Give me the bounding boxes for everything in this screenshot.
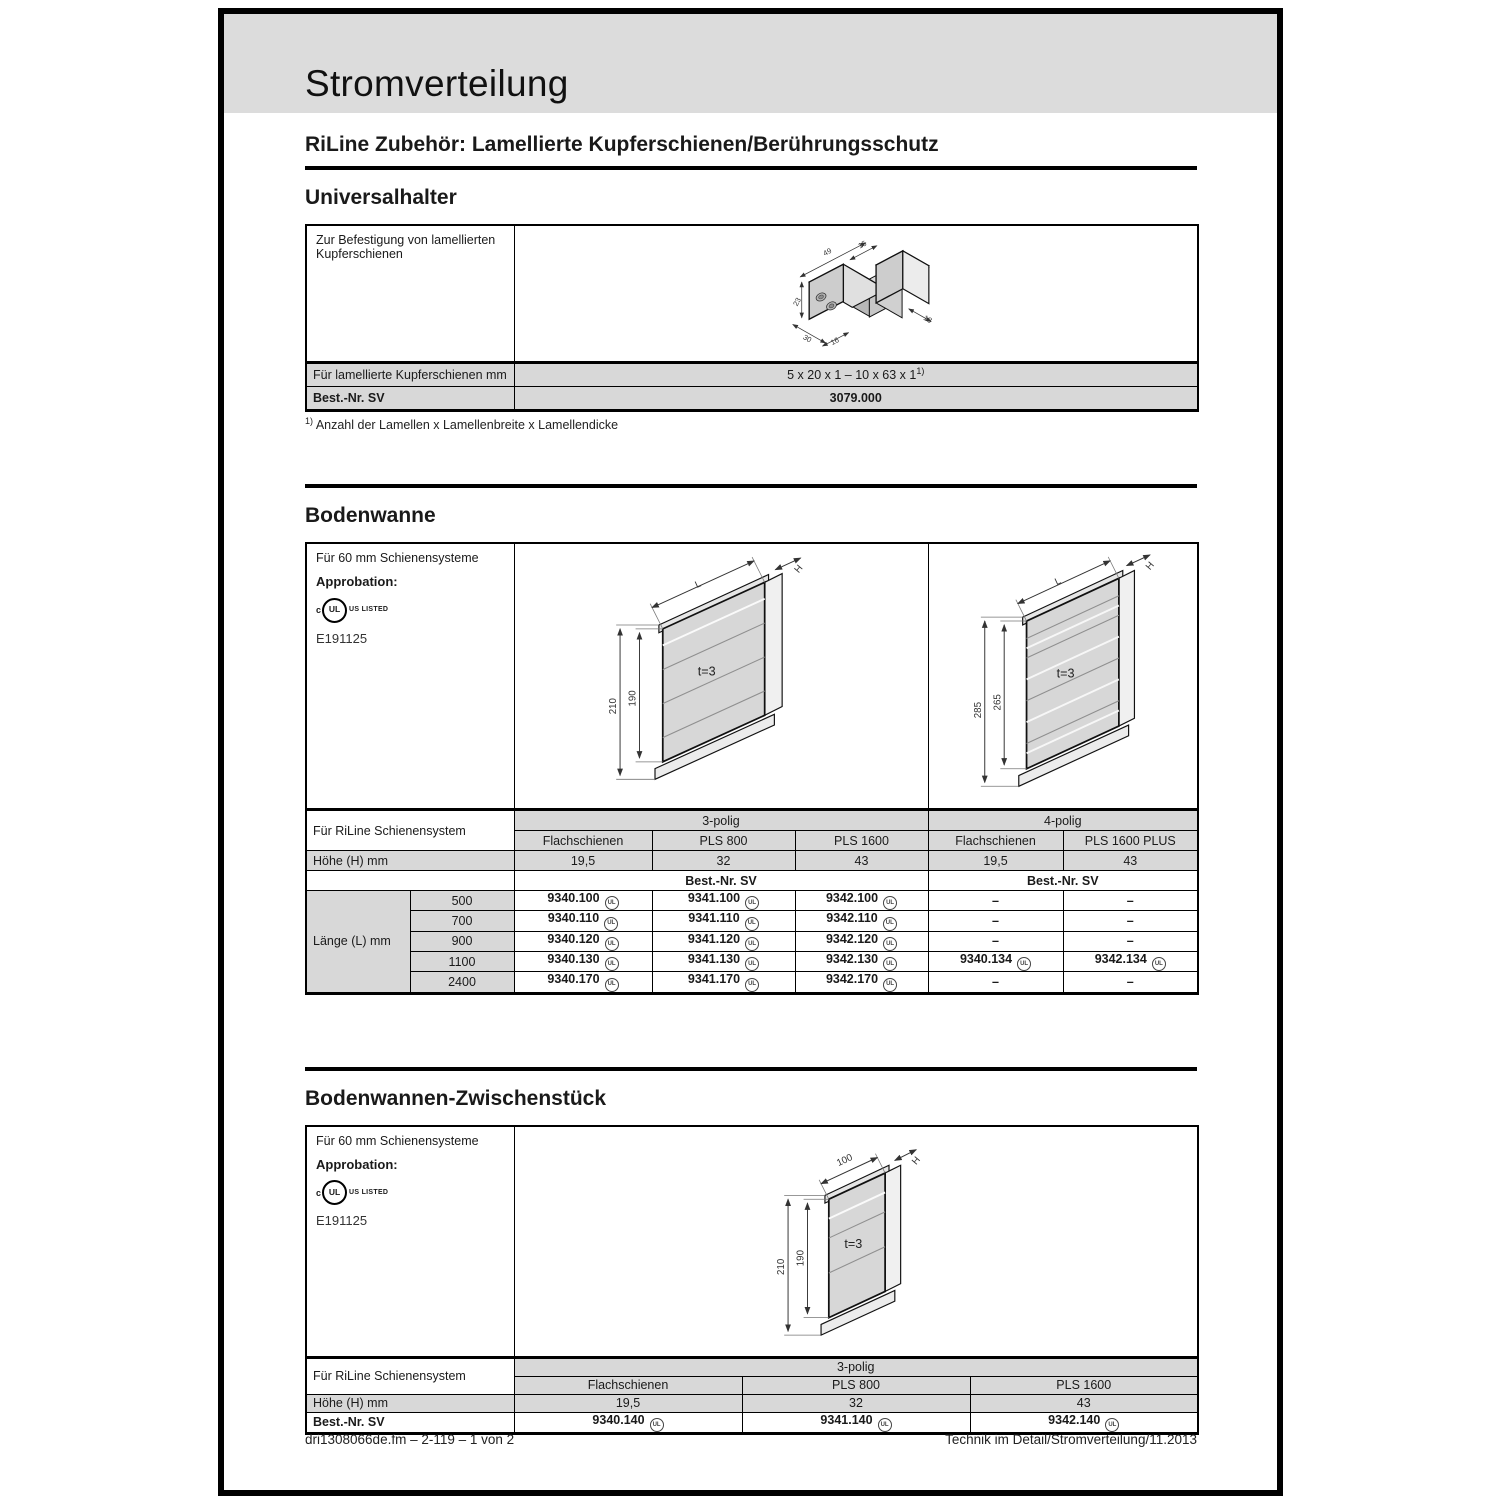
dim-label: L [693, 578, 703, 591]
part-number-cell [652, 931, 795, 951]
bodenwanne-3polig-drawing-cell [514, 543, 928, 810]
value-text: 5 x 20 x 1 – 10 x 63 x 1 [787, 368, 917, 382]
ul-listed-icon: UL [745, 937, 759, 951]
zwischenstueck-drawing-cell [514, 1126, 1198, 1358]
dim-label: 190 [627, 690, 639, 707]
part-number-cell [795, 952, 928, 972]
part-number-cell [1063, 891, 1198, 911]
approbation-cell [306, 1126, 514, 1358]
height-value-cell: 32 [742, 1394, 970, 1412]
length-label-cell: Länge (L) mm [306, 891, 410, 994]
dim-label: 100 [834, 1151, 855, 1169]
bodenwanne-4polig-drawing [934, 553, 1192, 796]
section-rule [305, 1067, 1197, 1071]
table-row [306, 851, 1198, 871]
length-value-cell: 700 [410, 911, 514, 931]
page-content [305, 133, 1197, 1435]
footnote-ref: 1) [916, 365, 925, 376]
value-cell [514, 363, 1198, 387]
table-row [306, 1126, 1198, 1358]
height-value-cell: 32 [652, 851, 795, 871]
ul-listed-icon: UL [605, 957, 619, 971]
bodenwanne-table [305, 542, 1199, 995]
part-number-cell [970, 1412, 1198, 1433]
part-number: 9341.170 [687, 972, 741, 987]
dim-label: 16 [828, 334, 841, 347]
dim-label: 285 [972, 702, 984, 719]
part-number: 9340.140 [592, 1412, 645, 1427]
group-header-cell: 3-polig [514, 1357, 1198, 1376]
height-label-cell: Höhe (H) mm [306, 1394, 514, 1412]
column-header-cell: Flachschienen [928, 831, 1063, 851]
ul-file-number: E191125 [316, 630, 368, 646]
table-row [306, 387, 1198, 411]
part-number-cell [795, 931, 928, 951]
height-value-cell: 19,5 [514, 851, 652, 871]
table-row [306, 952, 1198, 972]
part-number: 9341.120 [687, 931, 741, 946]
table-row [306, 911, 1198, 931]
table-row [306, 1357, 1198, 1376]
column-header-cell: PLS 800 [652, 831, 795, 851]
thickness-label: t=3 [697, 664, 716, 679]
part-number-cell [795, 972, 928, 993]
system-note: Für 60 mm Schienensysteme [316, 551, 479, 565]
universalhalter-drawing [756, 236, 956, 349]
section-title-bodenwanne: Bodenwanne [305, 504, 436, 527]
ul-listed-icon: UL [883, 957, 897, 971]
ul-listed-icon: UL [605, 896, 619, 910]
group-header-cell: 3-polig [514, 810, 928, 831]
ul-c-prefix: c [316, 1187, 322, 1198]
system-label-cell: Für RiLine Schienensystem [306, 1357, 514, 1394]
dim-label: 210 [775, 1258, 787, 1275]
table-row [306, 543, 1198, 810]
part-number: – [992, 934, 999, 949]
ul-listed-icon: UL [745, 978, 759, 992]
table-row [306, 363, 1198, 387]
part-number-cell [795, 891, 928, 911]
page-footer [305, 1432, 1197, 1447]
ul-us-listed-label: US LISTED [349, 1188, 389, 1196]
dim-label: H [909, 1154, 923, 1167]
section-title-universalhalter: Universalhalter [305, 186, 457, 209]
empty-cell [306, 871, 514, 891]
part-number: 9342.170 [825, 972, 879, 987]
ul-listed-icon: UL [605, 978, 619, 992]
part-number-cell [514, 931, 652, 951]
part-number-cell [514, 1412, 742, 1433]
dim-label: H [792, 563, 806, 576]
zwischenstueck-drawing [691, 1137, 1021, 1343]
ul-approbation-mark [316, 1180, 505, 1205]
footer-document-id: dri1308066de.fm – 2-119 – 1 von 2 [305, 1432, 515, 1447]
part-number-cell [1063, 911, 1198, 931]
part-number: – [1126, 934, 1134, 949]
bestnr-label-cell: Best.-Nr. SV [306, 1412, 514, 1433]
bodenwanne-3polig-drawing [556, 553, 886, 796]
part-number-cell [514, 911, 652, 931]
length-value-cell: 1100 [410, 952, 514, 972]
approbation-cell [306, 543, 514, 810]
table-row [306, 1412, 1198, 1433]
ul-c-prefix: c [316, 605, 322, 615]
ul-listed-icon: UL [883, 937, 897, 951]
height-value-cell: 19,5 [928, 851, 1063, 871]
group-header-cell: 4-polig [928, 810, 1198, 831]
ul-listed-icon: UL [745, 896, 759, 910]
height-value-cell: 43 [970, 1394, 1198, 1412]
thickness-label: t=3 [844, 1236, 862, 1251]
dim-label: L [1053, 575, 1063, 588]
part-number: – [1126, 914, 1134, 929]
section-title-zwischenstueck: Bodenwannen-Zwischenstück [305, 1086, 607, 1110]
part-number: 9342.100 [825, 891, 879, 905]
part-number: 9342.134 [1094, 952, 1147, 967]
dim-label: 210 [608, 698, 620, 715]
row-label-cell: Für lamellierte Kupferschienen mm [306, 363, 514, 387]
universalhalter-table [305, 224, 1199, 412]
part-number-cell [514, 972, 652, 993]
part-number-cell [928, 972, 1063, 993]
length-value-cell: 2400 [410, 972, 514, 993]
ul-listed-icon: UL [745, 957, 759, 971]
approbation-label: Approbation: [316, 1156, 398, 1172]
part-number: 9341.130 [687, 952, 741, 967]
part-number-cell [652, 972, 795, 993]
table-row [306, 891, 1198, 911]
part-number-cell [928, 891, 1063, 911]
height-label-cell: Höhe (H) mm [306, 851, 514, 871]
part-number-cell [1063, 931, 1198, 951]
row-label-cell: Best.-Nr. SV [306, 387, 514, 411]
zwischenstueck-table [305, 1125, 1199, 1435]
bestnr-header-cell: Best.-Nr. SV [514, 871, 928, 891]
height-value-cell: 19,5 [514, 1394, 742, 1412]
part-number: – [1126, 975, 1134, 990]
ul-approbation-mark [316, 598, 505, 623]
footnote [305, 415, 1197, 432]
column-header-cell: Flachschienen [514, 831, 652, 851]
universalhalter-drawing-cell [514, 225, 1198, 363]
part-number-cell [928, 931, 1063, 951]
column-header-cell: PLS 1600 [795, 831, 928, 851]
part-number-cell [652, 911, 795, 931]
table-row [306, 225, 1198, 363]
part-number: 9341.110 [688, 911, 740, 926]
ul-listed-icon: UL [650, 1418, 664, 1432]
bestnr-header-cell: Best.-Nr. SV [928, 871, 1198, 891]
table-row [306, 1394, 1198, 1412]
section-rule [305, 166, 1197, 170]
dim-label: 23 [790, 295, 803, 308]
length-value-cell: 900 [410, 931, 514, 951]
part-number: – [992, 914, 999, 929]
part-number-cell [1063, 952, 1198, 972]
page-subtitle: RiLine Zubehör: Lamellierte Kupferschienen/Berührungsschutz [305, 133, 939, 156]
part-number-cell [928, 911, 1063, 931]
ul-logo-icon: UL [322, 598, 347, 623]
ul-listed-icon: UL [604, 917, 618, 931]
column-header-cell: PLS 800 [742, 1376, 970, 1394]
catalog-page [218, 8, 1283, 1496]
table-row [306, 810, 1198, 831]
footnote-text: Anzahl der Lamellen x Lamellenbreite x Lamellendicke [315, 418, 619, 432]
height-value-cell: 43 [1063, 851, 1198, 871]
part-number-cell [652, 891, 795, 911]
part-number-cell [1063, 972, 1198, 993]
part-number-cell [652, 952, 795, 972]
ul-listed-icon: UL [1152, 957, 1166, 971]
length-value-cell: 500 [410, 891, 514, 911]
dim-label: 15 [856, 238, 868, 250]
part-number: 9340.110 [547, 911, 600, 926]
column-header-cell: PLS 1600 [970, 1376, 1198, 1394]
part-number-cell [514, 891, 652, 911]
ul-listed-icon: UL [878, 1418, 892, 1432]
ul-logo-icon: UL [322, 1180, 347, 1205]
table-row [306, 871, 1198, 891]
system-note: Für 60 mm Schienensysteme [316, 1133, 479, 1148]
page-header-band [224, 14, 1277, 113]
ul-listed-icon: UL [883, 896, 897, 910]
part-number: 9340.130 [547, 952, 600, 967]
part-number: 9342.110 [826, 911, 878, 926]
table-row [306, 931, 1198, 951]
height-value-cell: 43 [795, 851, 928, 871]
ul-listed-icon: UL [1105, 1418, 1119, 1432]
section-rule [305, 484, 1197, 488]
product-description-cell: Zur Befestigung von lamellierten Kupferschienen [306, 225, 514, 363]
part-number: 9342.130 [825, 952, 879, 967]
thickness-label: t=3 [1056, 666, 1075, 681]
dim-label: 265 [992, 694, 1004, 711]
part-number: 9340.170 [547, 972, 600, 987]
part-number: 9342.120 [825, 931, 879, 946]
part-number: – [992, 893, 999, 908]
part-number-cell [928, 952, 1063, 972]
column-header-cell: PLS 1600 PLUS [1063, 831, 1198, 851]
part-number: – [1126, 893, 1134, 908]
ul-listed-icon: UL [1017, 957, 1031, 971]
ul-listed-icon: UL [745, 917, 759, 931]
part-number: 9340.120 [547, 931, 600, 946]
part-number: 9342.140 [1048, 1412, 1101, 1427]
part-number-cell [742, 1412, 970, 1433]
part-number-cell [795, 911, 928, 931]
ul-listed-icon: UL [883, 917, 897, 931]
part-number: 9340.100 [547, 891, 600, 905]
bodenwanne-4polig-drawing-cell [928, 543, 1198, 810]
part-number: 9341.100 [687, 891, 741, 905]
dim-label: H [1143, 559, 1157, 573]
footnote-marker: 1) [305, 415, 314, 426]
dim-label: 190 [795, 1249, 807, 1267]
dim-label: 18 [921, 312, 934, 325]
column-header-cell: Flachschienen [514, 1376, 742, 1394]
ul-listed-icon: UL [883, 978, 897, 992]
part-number: 9341.140 [820, 1412, 873, 1427]
table-row [306, 972, 1198, 993]
ul-file-number: E191125 [316, 1213, 368, 1229]
part-number: 9340.134 [959, 952, 1013, 967]
system-label-cell: Für RiLine Schienensystem [306, 810, 514, 851]
dim-label: 30 [801, 331, 813, 344]
part-number: – [992, 975, 999, 990]
dim-label: 49 [821, 245, 833, 258]
order-number-cell: 3079.000 [514, 387, 1198, 411]
ul-us-listed-label: US LISTED [349, 606, 389, 614]
page-title: Stromverteilung [305, 63, 569, 104]
footer-edition: Technik im Detail/Stromverteilung/11.2013 [945, 1432, 1197, 1447]
part-number-cell [514, 952, 652, 972]
ul-listed-icon: UL [605, 937, 619, 951]
approbation-label: Approbation: [316, 574, 398, 589]
